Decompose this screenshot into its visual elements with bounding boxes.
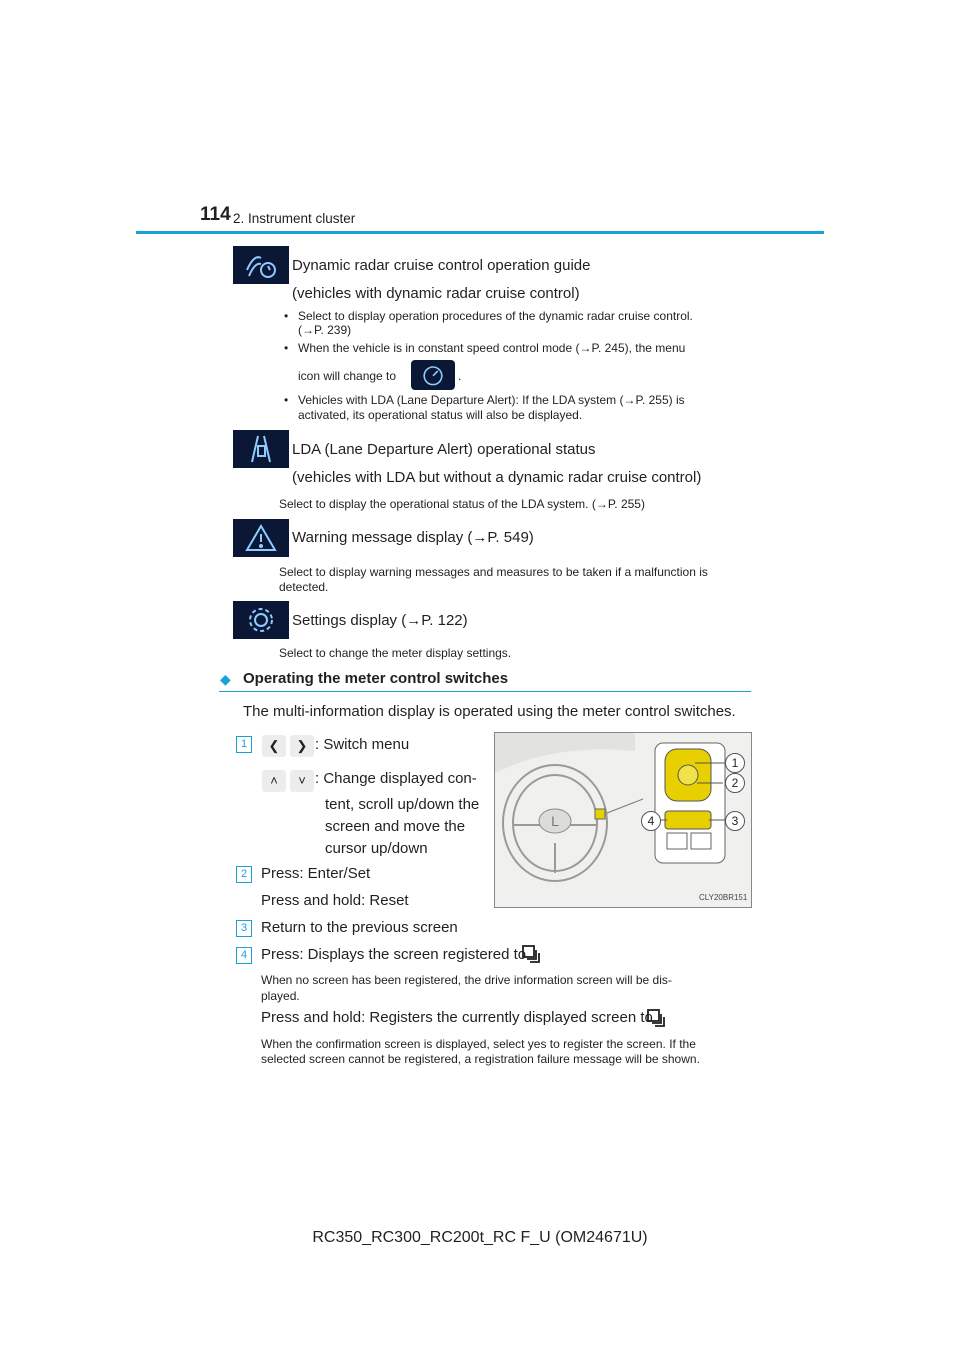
register-note-2: played.: [261, 989, 300, 1003]
radar-guide-title: Dynamic radar cruise control operation guide: [292, 257, 591, 274]
back-label: Return to the previous screen: [261, 919, 458, 936]
radar-cruise-guide-icon: [233, 246, 289, 284]
bullet-dot: •: [284, 393, 289, 407]
warning-desc-2: detected.: [279, 580, 329, 594]
register-screen-icon: [646, 1008, 666, 1028]
switch-menu-label: : Switch menu: [315, 736, 410, 753]
diagram-callout-1: 1: [725, 753, 745, 773]
callout-3: 3: [236, 920, 252, 937]
register-note-1: When no screen has been registered, the drive information screen will be dis-: [261, 973, 672, 987]
header-rule: [136, 231, 824, 234]
radar-guide-bullet-3: Vehicles with LDA (Lane Departure Alert): If the LDA system (→P. 255) is: [298, 393, 685, 407]
chevron-down-icon: ˅: [290, 770, 314, 792]
radar-guide-bullet-3b: activated, its operational status will also be displayed.: [298, 408, 583, 422]
radar-guide-bullet-1: Select to display operation procedures of the dynamic radar cruise control.: [298, 309, 693, 323]
callout-4: 4: [236, 947, 252, 964]
diagram-callout-4: 4: [641, 811, 661, 831]
diagram-code: CLY20BR151: [699, 893, 748, 902]
lda-desc: Select to display the operational status of the LDA system. (→P. 255): [279, 497, 645, 511]
gear-icon: [233, 601, 289, 639]
updown-label-4: cursor up/down: [325, 840, 428, 857]
switches-rule: [219, 691, 751, 692]
settings-title: Settings display (→P. 122): [292, 612, 468, 629]
bullet-dot: •: [284, 341, 289, 355]
switches-intro: The multi-information display is operated using the meter control switches.: [243, 703, 736, 720]
diagram-callout-3: 3: [725, 811, 745, 831]
settings-desc: Select to change the meter display settings.: [279, 646, 512, 660]
lda-subtitle: (vehicles with LDA but without a dynamic radar cruise control): [292, 469, 702, 486]
lda-status-icon: [233, 430, 289, 468]
updown-label-2: tent, scroll up/down the: [325, 796, 480, 813]
register-screen-icon: [521, 944, 541, 964]
radar-guide-bullet-2b: icon will change to: [298, 369, 397, 383]
chevron-up-icon: ˄: [262, 770, 286, 792]
warning-desc-1: Select to display warning messages and measures to be taken if a malfunction is: [279, 565, 708, 579]
register-note-4: selected screen cannot be registered, a registration failure message will be shown.: [261, 1052, 700, 1066]
updown-label-1: : Change displayed con-: [315, 770, 477, 787]
callout-1: 1: [236, 736, 252, 753]
radar-guide-bullet-1-ref: (→P. 239): [298, 323, 352, 337]
steering-switch-diagram: [494, 732, 752, 908]
enter-set-label: Press: Enter/Set: [261, 865, 371, 882]
warning-title: Warning message display (→P. 549): [292, 529, 534, 546]
lda-title: LDA (Lane Departure Alert) operational status: [292, 441, 596, 458]
updown-label-3: screen and move the: [325, 818, 466, 835]
radar-guide-bullet-2: When the vehicle is in constant speed control mode (→P. 245), the menu: [298, 341, 686, 355]
bullet-dot: •: [284, 309, 289, 323]
callout-2: 2: [236, 866, 252, 883]
chevron-left-icon: ❮: [262, 735, 286, 757]
svg-text:L: L: [551, 813, 559, 829]
section-title: 2. Instrument cluster: [233, 211, 356, 226]
register-press-label: Press: Displays the screen registered to: [261, 946, 527, 963]
footer-model-code: RC350_RC300_RC200t_RC F_U (OM24671U): [312, 1229, 648, 1246]
switches-heading: Operating the meter control switches: [243, 670, 509, 687]
page-number: 114: [200, 204, 231, 225]
chevron-right-icon: ❯: [290, 735, 314, 757]
constant-speed-icon: [411, 360, 455, 390]
steering-wheel-illustration: [495, 733, 751, 907]
diamond-bullet-icon: ◆: [220, 671, 231, 687]
diagram-callout-2: 2: [725, 773, 745, 793]
warning-icon: [233, 519, 289, 557]
radar-guide-subtitle: (vehicles with dynamic radar cruise control): [292, 285, 580, 302]
register-hold-label: Press and hold: Registers the currently displayed screen to: [261, 1009, 653, 1026]
reset-label: Press and hold: Reset: [261, 892, 409, 909]
radar-guide-bullet-2c: .: [458, 369, 462, 383]
register-note-3: When the confirmation screen is displayed, select yes to register the screen. If the: [261, 1037, 696, 1051]
